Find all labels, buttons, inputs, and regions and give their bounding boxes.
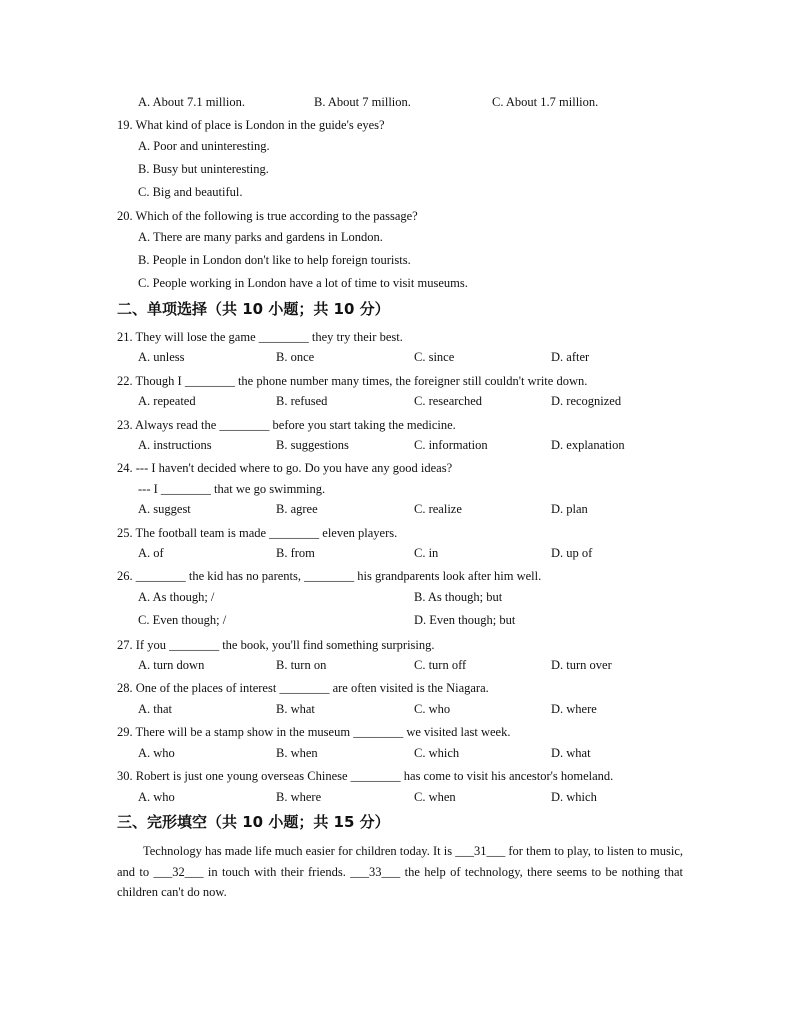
q20-option-a: A. There are many parks and gardens in London. <box>138 230 383 244</box>
q26-stem: 26. ________ the kid has no parents, ________ his grandparents look after him well. <box>117 569 542 583</box>
q28-option-a: A. that <box>138 702 173 716</box>
q20-option-c: C. People working in London have a lot of time to visit museums. <box>138 276 468 290</box>
q29-option-b: B. when <box>276 746 318 760</box>
q30-stem: 30. Robert is just one young overseas Chinese ________ has come to visit his ancestor's homeland. <box>117 769 614 783</box>
q22-stem: 22. Though I ________ the phone number many times, the foreigner still couldn't write down. <box>117 374 588 388</box>
cloze-text-1: Technology has made life much easier for children today. It is <box>143 844 456 858</box>
q25-option-a: A. of <box>138 546 164 560</box>
q21-option-d: D. after <box>551 350 590 364</box>
q22-option-b: B. refused <box>276 394 328 408</box>
q27-option-a: A. turn down <box>138 658 205 672</box>
q21-option-a: A. unless <box>138 350 185 364</box>
q25-option-c: C. in <box>414 546 439 560</box>
q25-option-d: D. up of <box>551 546 593 560</box>
q19-option-c: C. Big and beautiful. <box>138 185 243 199</box>
q19-option-a: A. Poor and uninteresting. <box>138 139 270 153</box>
q22-option-d: D. recognized <box>551 394 622 408</box>
q19-option-b: B. Busy but uninteresting. <box>138 162 269 176</box>
q26-option-d: D. Even though; but <box>414 613 516 627</box>
q29-stem: 29. There will be a stamp show in the museum ________ we visited last week. <box>117 725 511 739</box>
q28-option-c: C. who <box>414 702 451 716</box>
q20-stem: 20. Which of the following is true according to the passage? <box>117 209 418 223</box>
q30-option-c: C. when <box>414 790 456 804</box>
q18-option-b: B. About 7 million. <box>314 95 411 109</box>
q23-option-b: B. suggestions <box>276 438 349 452</box>
q29-option-a: A. who <box>138 746 175 760</box>
q28-stem: 28. One of the places of interest ________ are often visited is the Niagara. <box>117 681 489 695</box>
q27-option-c: C. turn off <box>414 658 467 672</box>
q22-option-c: C. researched <box>414 394 483 408</box>
q18-option-c: C. About 1.7 million. <box>492 95 599 109</box>
cloze-text-4: the help of technology, there seems to be nothing that children can't do now. <box>117 864 683 900</box>
q21-option-b: B. once <box>276 350 315 364</box>
q18-option-a: A. About 7.1 million. <box>138 95 245 109</box>
q28-option-d: D. where <box>551 702 597 716</box>
q23-option-a: A. instructions <box>138 438 212 452</box>
q29-option-c: C. which <box>414 746 460 760</box>
blank-31: ___31___ <box>455 844 506 858</box>
q23-stem: 23. Always read the ________ before you start taking the medicine. <box>117 418 456 432</box>
q24-stem-2: --- I ________ that we go swimming. <box>138 482 326 496</box>
q29-option-d: D. what <box>551 746 591 760</box>
q23-option-d: D. explanation <box>551 438 625 452</box>
q21-option-c: C. since <box>414 350 455 364</box>
q27-option-d: D. turn over <box>551 658 612 672</box>
blank-32: ___32___ <box>153 864 204 879</box>
q28-option-b: B. what <box>276 702 315 716</box>
q26-option-c: C. Even though; / <box>138 613 227 627</box>
q30-option-d: D. which <box>551 790 597 804</box>
q26-option-b: B. As though; but <box>414 590 503 604</box>
q25-option-b: B. from <box>276 546 315 560</box>
cloze-text-3: in touch with their friends. <box>203 864 351 879</box>
q24-option-a: A. suggest <box>138 502 191 516</box>
q24-option-b: B. agree <box>276 502 318 516</box>
blank-33: ___33___ <box>350 864 401 879</box>
q24-option-c: C. realize <box>414 502 462 516</box>
q26-option-a: A. As though; / <box>138 590 215 604</box>
q20-option-b: B. People in London don't like to help foreign tourists. <box>138 253 411 267</box>
q27-option-b: B. turn on <box>276 658 327 672</box>
q27-stem: 27. If you ________ the book, you'll find something surprising. <box>117 638 435 652</box>
section-3-title: 三、完形填空（共 10 小题；共 15 分） <box>117 813 390 831</box>
q30-option-b: B. where <box>276 790 322 804</box>
q24-stem: 24. --- I haven't decided where to go. Do you have any good ideas? <box>117 461 453 475</box>
q19-stem: 19. What kind of place is London in the guide's eyes? <box>117 118 385 132</box>
q21-stem: 21. They will lose the game ________ they try their best. <box>117 330 403 344</box>
q25-stem: 25. The football team is made ________ eleven players. <box>117 526 398 540</box>
q30-option-a: A. who <box>138 790 175 804</box>
q23-option-c: C. information <box>414 438 488 452</box>
q22-option-a: A. repeated <box>138 394 196 408</box>
section-2-title: 二、单项选择（共 10 小题；共 10 分） <box>117 300 390 318</box>
cloze-text-2: for them to play, to listen to music, and to <box>117 844 683 879</box>
q24-option-d: D. plan <box>551 502 588 516</box>
cloze-passage <box>117 841 683 903</box>
